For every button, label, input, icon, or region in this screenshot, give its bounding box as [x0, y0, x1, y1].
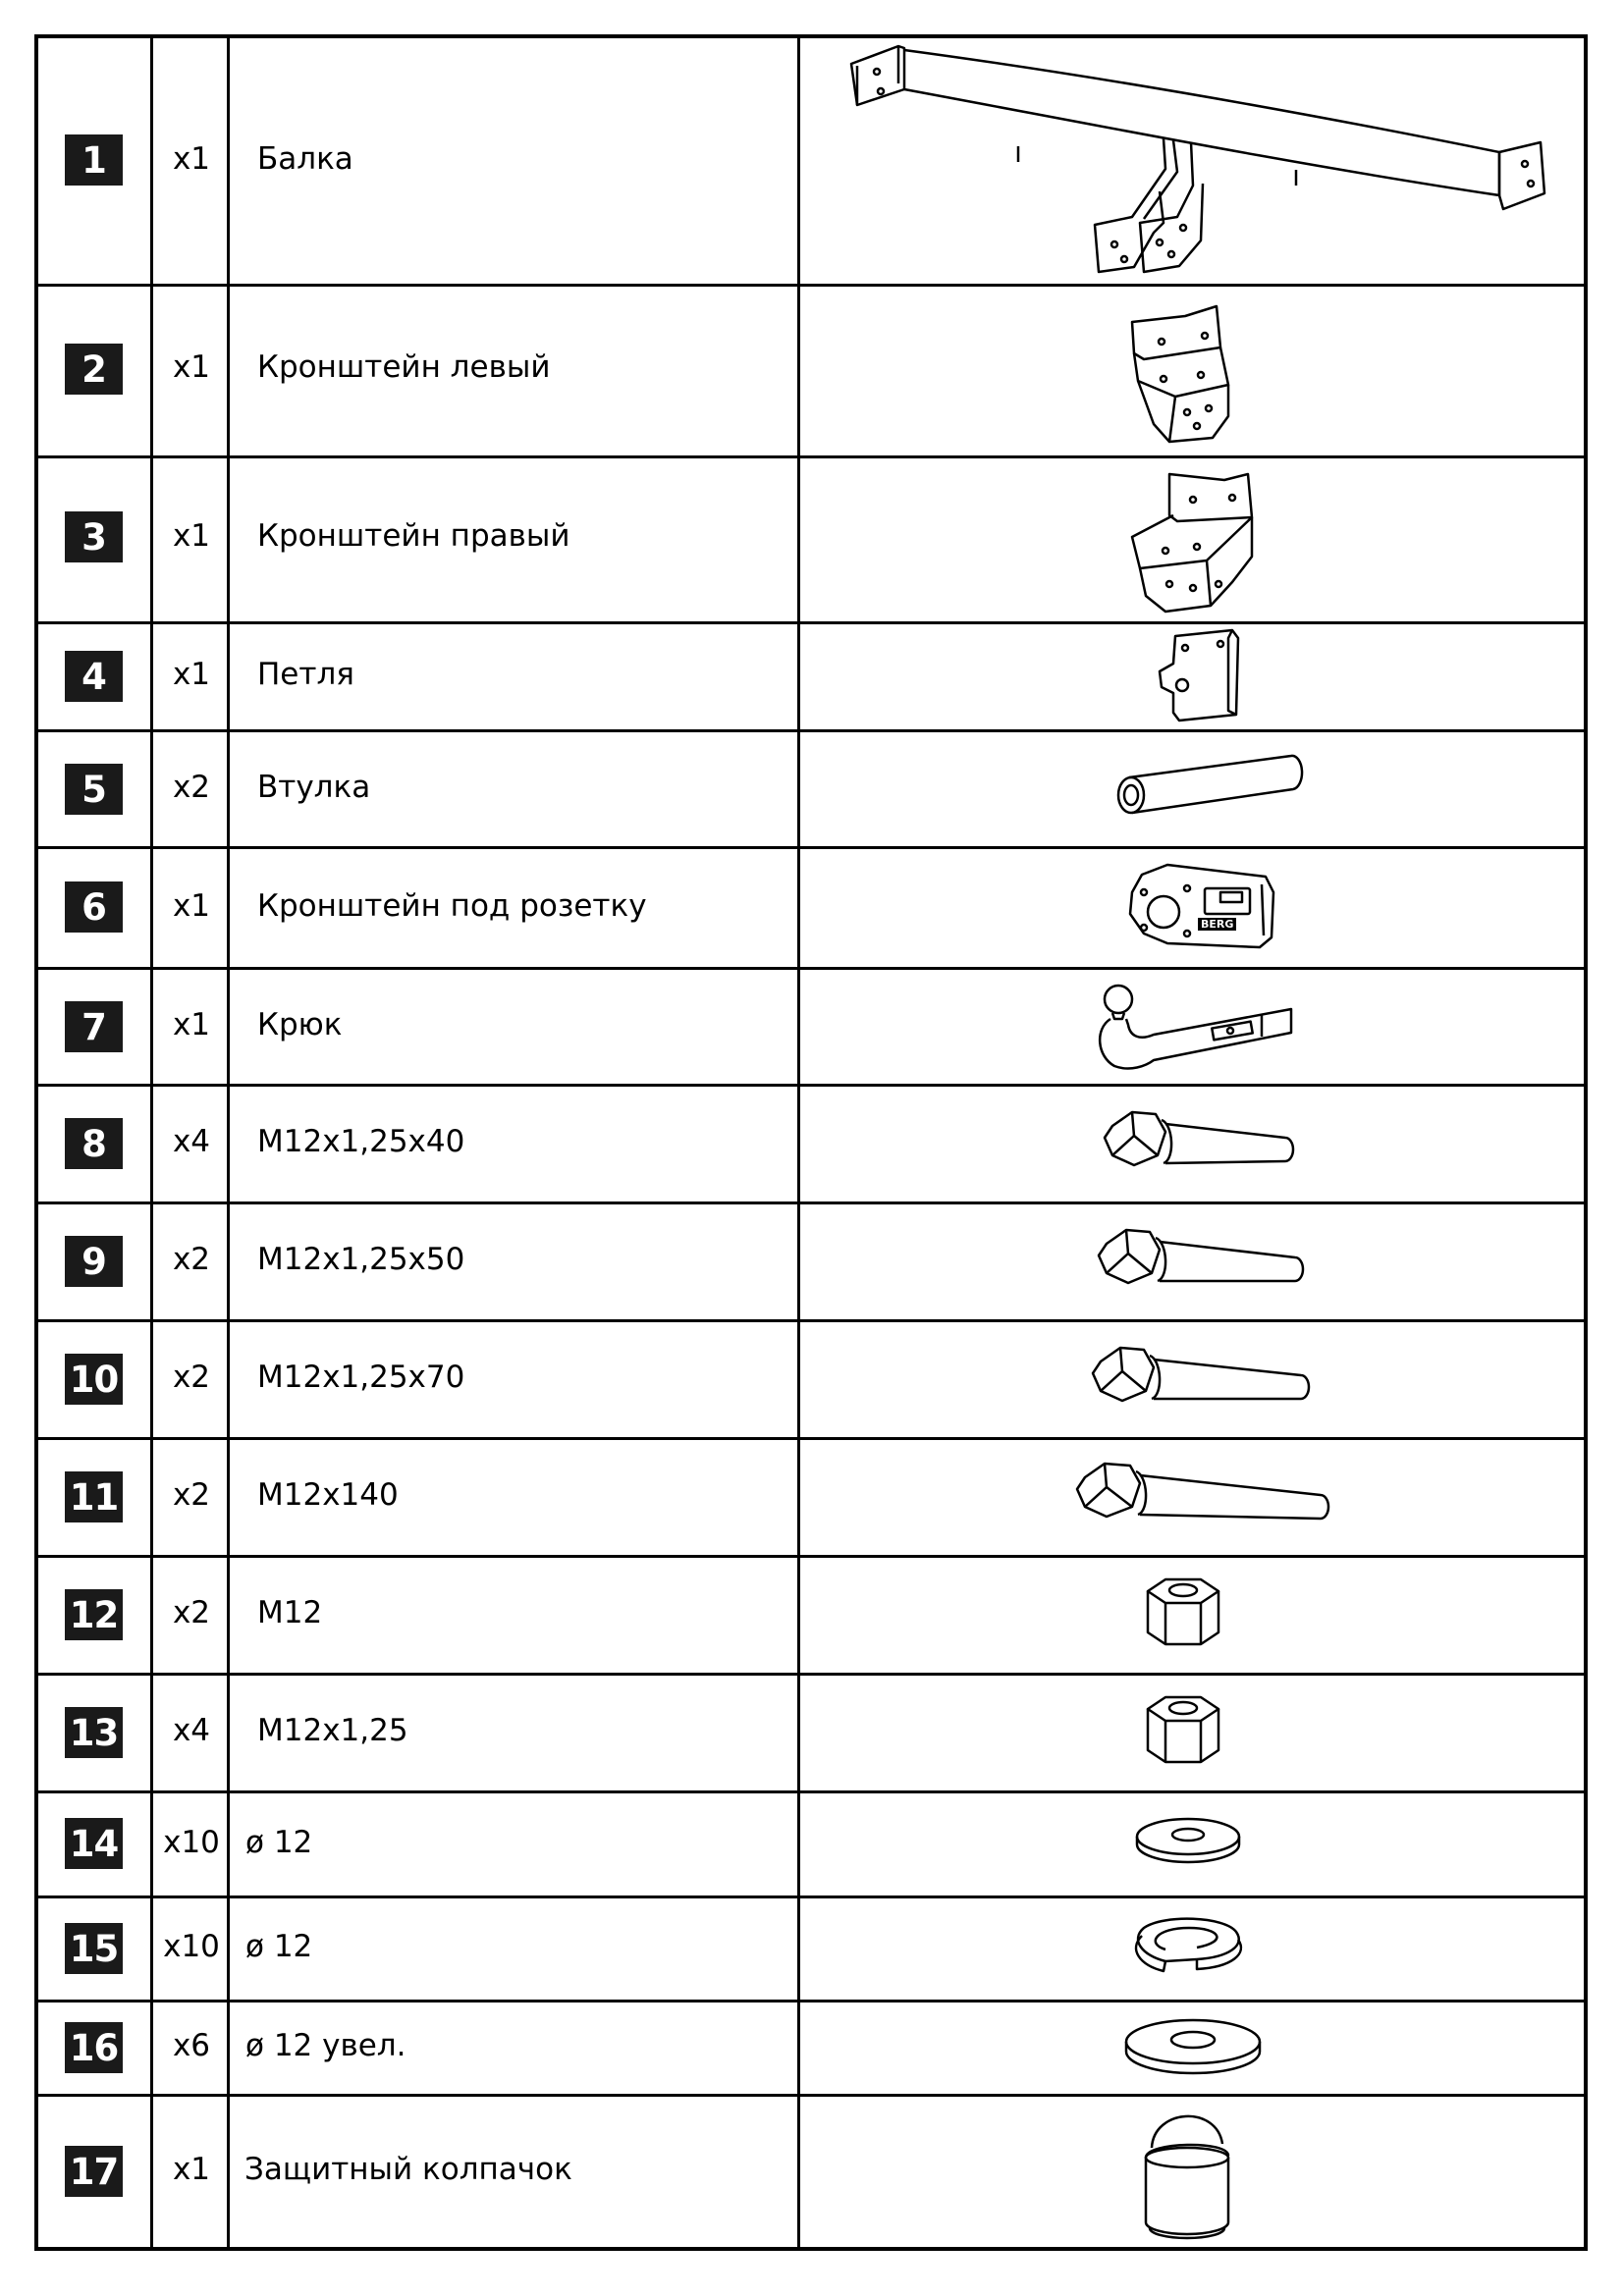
part-quantity: x1: [172, 349, 211, 385]
protective-cap-icon: [800, 2097, 1586, 2247]
part-number-badge: 13: [65, 1707, 123, 1758]
part-number-badge: 7: [65, 1001, 123, 1052]
part-quantity: x1: [172, 888, 211, 924]
part-number-badge: 1: [65, 134, 123, 186]
part-name: М12х1,25х70: [257, 1360, 465, 1395]
spring-washer-icon: [800, 1898, 1586, 2000]
part-name: ø 12: [245, 1825, 313, 1860]
large-washer-icon: [800, 2002, 1586, 2094]
loop-plate-icon: [800, 624, 1586, 729]
table-row: [0, 970, 1624, 1084]
table-row: [0, 1322, 1624, 1437]
table-row: [0, 287, 1624, 455]
part-number-badge: 14: [65, 1818, 123, 1869]
part-quantity: x2: [172, 1242, 211, 1277]
part-name: Крюк: [257, 1007, 343, 1042]
table-row: [0, 458, 1624, 621]
table-row: [0, 36, 1624, 284]
part-name: ø 12 увел.: [245, 2028, 406, 2063]
table-row: [0, 1676, 1624, 1790]
part-name: Кронштейн под розетку: [257, 888, 647, 924]
table-row: [0, 1898, 1624, 2000]
part-quantity: x2: [172, 1595, 211, 1630]
table-row: [0, 732, 1624, 846]
part-quantity: x4: [172, 1124, 211, 1159]
table-row: [0, 2097, 1624, 2247]
part-quantity: x1: [172, 2152, 211, 2187]
part-number-badge: 15: [65, 1923, 123, 1974]
part-name: М12х1,25х50: [257, 1242, 465, 1277]
flat-washer-icon: [800, 1793, 1586, 1896]
right-bracket-icon: [800, 458, 1586, 621]
bolt-icon: [800, 1087, 1586, 1201]
part-number-badge: 11: [65, 1471, 123, 1522]
part-quantity: x10: [163, 1825, 220, 1860]
row-divider: [34, 2247, 1588, 2250]
part-number-badge: 8: [65, 1118, 123, 1169]
part-name: М12: [257, 1595, 323, 1630]
bolt-icon: [800, 1322, 1586, 1437]
table-row: [0, 1440, 1624, 1555]
part-name: Защитный колпачок: [244, 2152, 572, 2187]
table-row: [0, 1087, 1624, 1201]
part-quantity: x2: [172, 770, 211, 805]
part-quantity: x1: [172, 141, 211, 177]
bolt-icon: [800, 1440, 1586, 1555]
tow-beam-icon: [800, 36, 1586, 284]
table-row: [0, 849, 1624, 967]
part-number-badge: 2: [65, 344, 123, 395]
tow-hook-icon: [800, 970, 1586, 1084]
part-number-badge: 17: [65, 2146, 123, 2197]
part-number-badge: 3: [65, 511, 123, 562]
socket-bracket-icon: [800, 849, 1586, 967]
table-row: [0, 624, 1624, 729]
part-name: Втулка: [257, 770, 371, 805]
part-quantity: x1: [172, 518, 211, 554]
part-name: Кронштейн правый: [257, 518, 570, 554]
part-number-badge: 9: [65, 1236, 123, 1287]
table-row: [0, 1204, 1624, 1319]
part-name: Балка: [257, 141, 353, 177]
part-number-badge: 12: [65, 1589, 123, 1640]
left-bracket-icon: [800, 287, 1586, 455]
part-quantity: x1: [172, 657, 211, 692]
part-name: М12х1,25: [257, 1713, 408, 1748]
part-number-badge: 6: [65, 881, 123, 933]
brand-logo: BERG: [1198, 918, 1236, 931]
bushing-icon: [800, 732, 1586, 846]
part-quantity: x2: [172, 1477, 211, 1513]
hex-nut-icon: [800, 1558, 1586, 1673]
table-row: [0, 1558, 1624, 1673]
part-name: М12х140: [257, 1477, 399, 1513]
part-number-badge: 5: [65, 764, 123, 815]
table-row: [0, 1793, 1624, 1896]
part-number-badge: 10: [65, 1354, 123, 1405]
part-number-badge: 4: [65, 651, 123, 702]
hex-nut-icon: [800, 1676, 1586, 1790]
table-row: [0, 2002, 1624, 2094]
part-quantity: x1: [172, 1007, 211, 1042]
part-quantity: x2: [172, 1360, 211, 1395]
part-quantity: x4: [172, 1713, 211, 1748]
part-name: ø 12: [245, 1929, 313, 1964]
part-quantity: x10: [163, 1929, 220, 1964]
part-name: Петля: [257, 657, 354, 692]
bolt-icon: [800, 1204, 1586, 1319]
part-quantity: x6: [172, 2028, 211, 2063]
part-name: Кронштейн левый: [257, 349, 551, 385]
part-name: М12х1,25х40: [257, 1124, 465, 1159]
part-number-badge: 16: [65, 2022, 123, 2073]
